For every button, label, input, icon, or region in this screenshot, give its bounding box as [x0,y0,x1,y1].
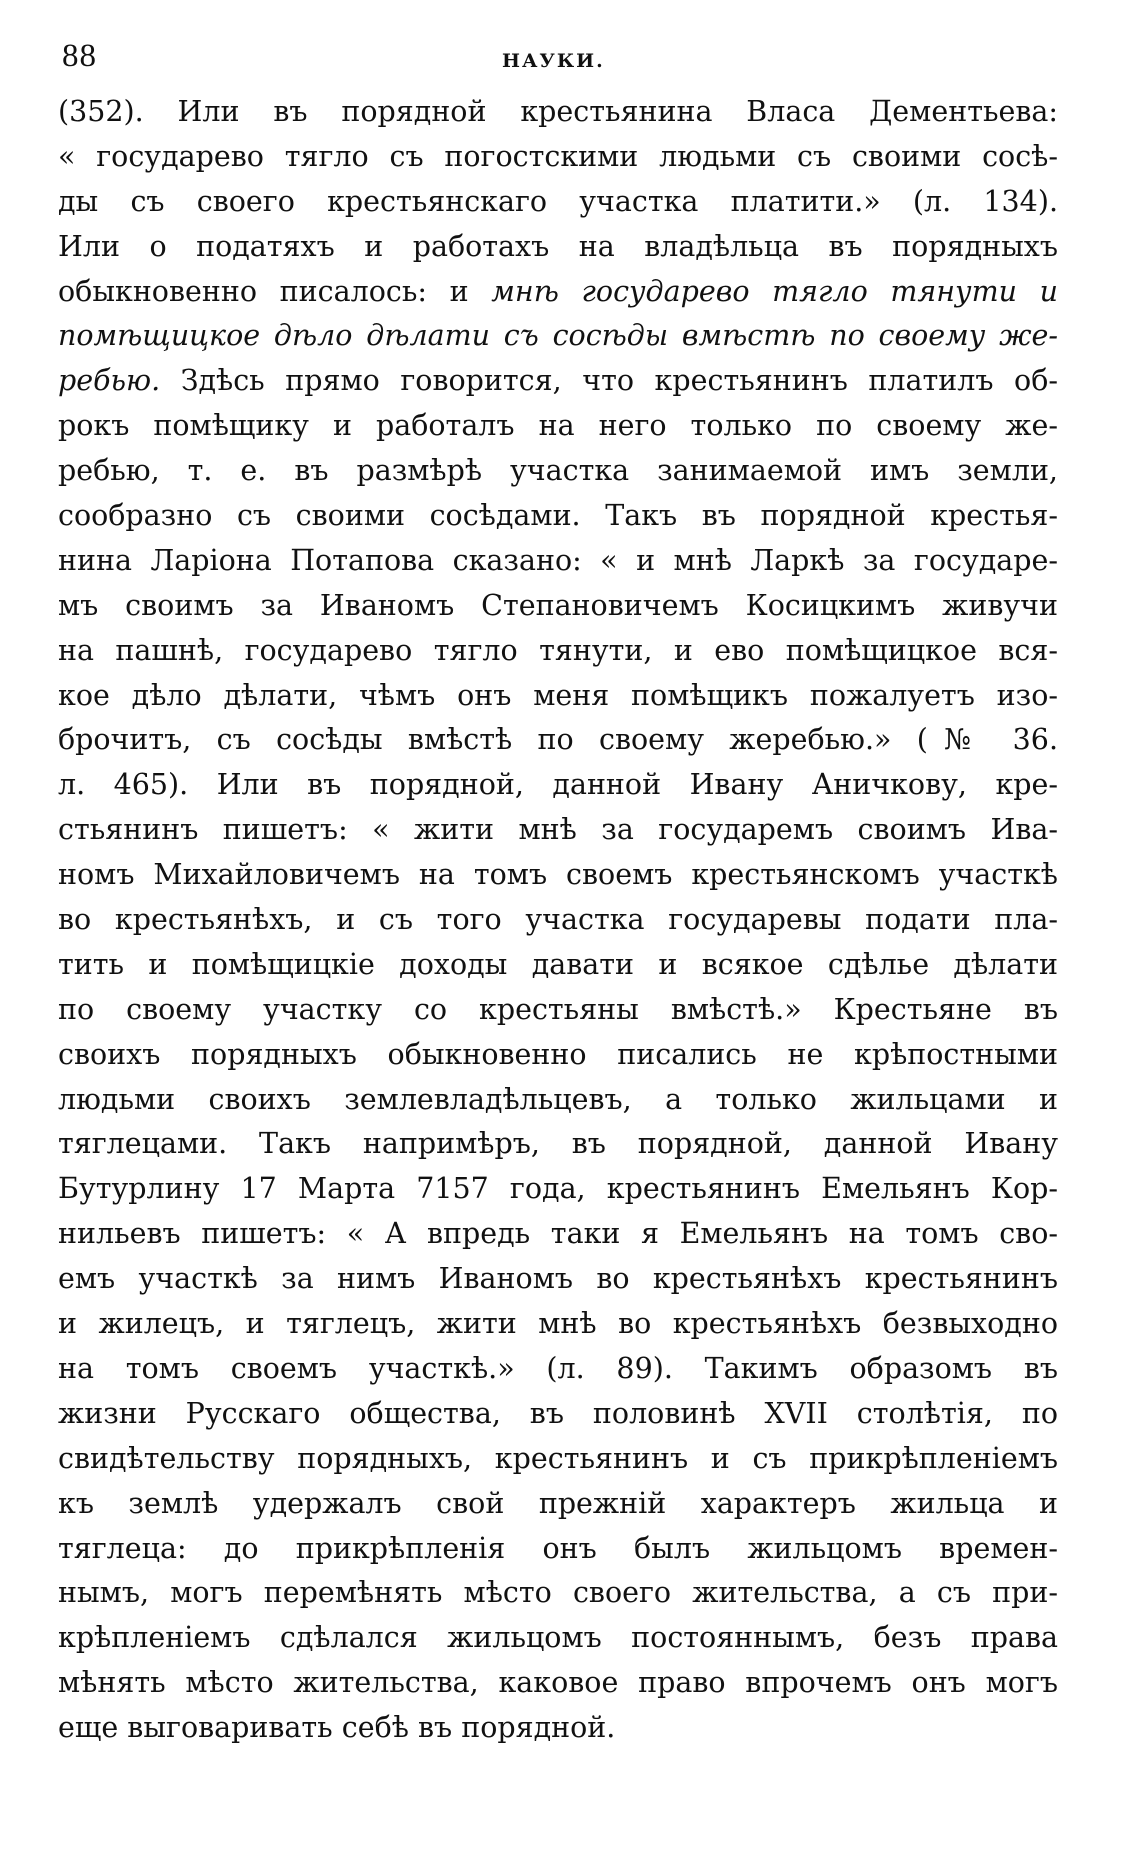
text-segment: на томъ своемъ участкѣ.» (л. 89). Такимъ образомъ въ [58,1351,1058,1385]
text-segment: нымъ, могъ перемѣнять мѣсто своего жительства, а съ при- [58,1576,1058,1610]
text-segment: людьми своихъ землевладѣльцевъ, а только жильцами и [58,1082,1058,1116]
text-segment: и жилецъ, и тяглецъ, жити мнѣ во крестьянѣхъ безвыходно [58,1307,1058,1341]
text-segment: л. 465). Или въ порядной, данной Ивану Аничкову, кре- [58,768,1058,802]
text-segment: емъ участкѣ за нимъ Иваномъ во крестьянѣхъ крестьянинъ [58,1262,1058,1296]
text-line [58,584,1058,629]
text-line [58,494,1058,539]
text-segment: нильевъ пишетъ: « А впредь таки я Емельянъ на томъ сво- [58,1217,1058,1251]
text-line [58,1078,1058,1123]
text-line [58,1437,1058,1482]
text-segment: ребью. [58,364,161,398]
text-segment: сообразно съ своими сосѣдами. Такъ въ порядной крестья- [58,499,1058,533]
text-segment: тяглеца: до прикрѣпленія онъ былъ жильцомъ времен- [58,1531,1058,1565]
text-line [58,1033,1058,1078]
text-segment: свидѣтельству порядныхъ, крестьянинъ и съ прикрѣпленіемъ [58,1441,1058,1475]
text-segment: тяглецами. Такъ напримѣръ, въ порядной, данной Ивану [58,1127,1058,1161]
text-segment: ребью, т. е. въ размѣрѣ участка занимаемой имъ земли, [58,454,1058,488]
text-line [58,225,1058,270]
text-line [58,1167,1058,1212]
text-segment: тить и помѣщицкіе доходы давати и всякое сдѣлье дѣлати [58,947,1058,981]
text-segment: кое дѣло дѣлати, чѣмъ онъ меня помѣщикъ пожалуетъ изо- [58,678,1058,712]
text-segment: жизни Русскаго общества, въ половинѣ XVII столѣтія, по [58,1396,1058,1430]
text-line [58,359,1058,404]
text-segment: крѣпленіемъ сдѣлался жильцомъ постояннымъ, безъ права [58,1621,1058,1655]
text-line [58,1122,1058,1167]
text-segment: стьянинъ пишетъ: « жити мнѣ за государемъ своимъ Ива- [58,813,1058,847]
text-segment: обыкновенно писалось: и [58,274,492,308]
text-line [58,1706,1058,1751]
text-segment: ды съ своего крестьянскаго участка платити.» (л. 134). [58,184,1058,218]
text-segment: своихъ порядныхъ обыкновенно писались не крѣпостными [58,1037,1058,1071]
text-segment: « государево тягло съ погостскими людьми съ своими сосѣ- [58,139,1058,173]
body-text [58,90,1058,1751]
text-line [58,808,1058,853]
text-segment: еще выговаривать себѣ въ порядной. [58,1711,616,1745]
text-line [58,1392,1058,1437]
text-segment: помѣщицкое дѣло дѣлати съ сосѣды вмѣстѣ по своему же- [58,319,1058,353]
text-line [58,539,1058,584]
text-line [58,629,1058,674]
text-line [58,898,1058,943]
text-line [58,180,1058,225]
text-segment: рокъ помѣщику и работалъ на него только по своему же- [58,409,1058,443]
text-segment: мъ своимъ за Иваномъ Степановичемъ Косицкимъ живучи [58,588,1058,622]
text-segment: Или о податяхъ и работахъ на владѣльца въ порядныхъ [58,229,1058,263]
text-line [58,270,1058,315]
text-segment: мѣнять мѣсто жительства, каковое право впрочемъ онъ могъ [58,1666,1058,1700]
text-segment: брочитъ, съ сосѣды вмѣстѣ по своему жеребью.» (№ 36. [58,723,1058,757]
text-line [58,1257,1058,1302]
text-line [58,1661,1058,1706]
text-segment: на пашнѣ, государево тягло тянути, и ево помѣщицкое вся- [58,633,1058,667]
text-line [58,135,1058,180]
running-head: НАУКИ. [502,50,605,72]
text-segment: къ землѣ удержалъ свой прежній характеръ жильца и [58,1486,1058,1520]
text-line [58,1347,1058,1392]
text-line [58,1571,1058,1616]
text-line [58,718,1058,763]
page-header [62,38,1072,78]
text-line [58,90,1058,135]
text-segment: (352). Или въ порядной крестьянина Власа Дементьева: [58,95,1058,128]
text-segment: номъ Михайловичемъ на томъ своемъ крестьянскомъ участкѣ [58,858,1058,892]
text-line [58,674,1058,719]
text-line [58,1482,1058,1527]
text-segment: во крестьянѣхъ, и съ того участка государевы подати пла- [58,903,1058,937]
text-line [58,1616,1058,1661]
text-line [58,1212,1058,1257]
text-segment: Бутурлину 17 Марта 7157 года, крестьянинъ Емельянъ Кор- [58,1172,1058,1206]
text-line [58,1302,1058,1347]
text-line [58,988,1058,1033]
text-line [58,314,1058,359]
text-line [58,763,1058,808]
page-number: 88 [62,38,97,74]
text-segment: Здѣсь прямо говорится, что крестьянинъ платилъ об- [160,364,1058,398]
text-line [58,853,1058,898]
text-segment: нина Ларіона Потапова сказано: « и мнѣ Ларкѣ за государе- [58,543,1058,577]
text-line [58,404,1058,449]
text-line [58,943,1058,988]
text-line [58,1527,1058,1572]
text-segment: по своему участку со крестьяны вмѣстѣ.» Крестьяне въ [58,992,1058,1026]
text-line [58,449,1058,494]
text-segment: мнѣ государево тягло тянути и [491,274,1058,308]
